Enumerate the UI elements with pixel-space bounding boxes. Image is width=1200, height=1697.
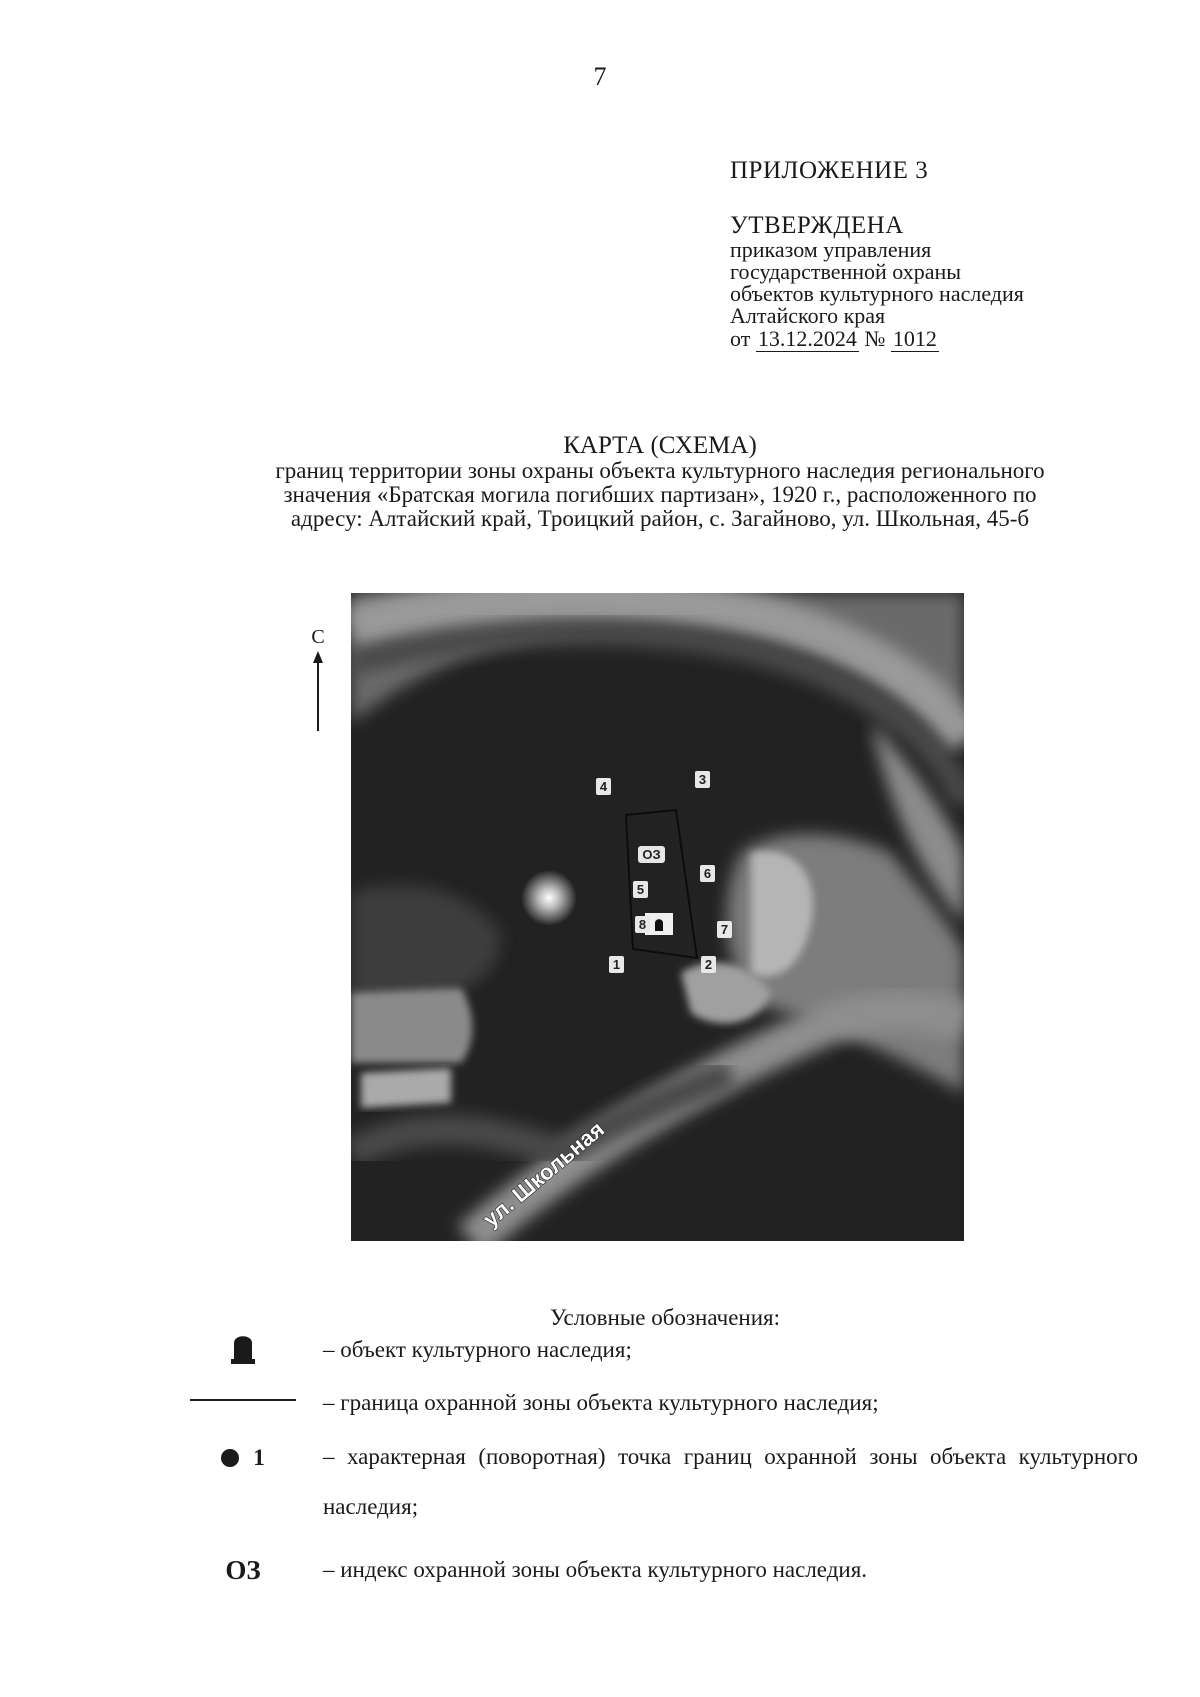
north-label: С [311,627,325,648]
monument-icon [655,919,663,931]
map-scheme [351,593,964,1241]
map-title: КАРТА (СХЕМА) [563,432,757,459]
order-prefix: от [730,326,751,351]
boundary-line-icon [188,1396,298,1404]
svg-text:ОЗ: ОЗ [642,847,661,862]
light-spot [521,870,577,926]
svg-text:5: 5 [636,882,645,897]
legend-title: Условные обозначения: [549,1305,781,1330]
point-label [635,916,650,933]
point-label [596,778,611,795]
approval-line: Алтайского края [730,303,886,328]
order-date: 13.12.2024 [757,326,857,351]
approval-line: приказом управления [730,237,932,262]
legend-item [188,1432,1138,1532]
map-area [361,1068,451,1108]
approved-label: УТВЕРЖДЕНА [730,212,904,239]
zone-index-label [638,846,665,863]
svg-text:4: 4 [599,779,608,794]
approval-block [730,158,1190,351]
legend-item [188,1378,1138,1428]
map-subtitle-line: значения «Братская могила погибших партизан», 1920 г., расположенного по [283,482,1037,507]
monument-icon [188,1331,298,1365]
svg-text:6: 6 [703,866,712,881]
order-line [730,327,1190,351]
map-title-block [180,433,1140,531]
point-label [633,881,648,898]
point-label [695,771,710,788]
legend-item [188,1545,1138,1595]
svg-text:2: 2 [704,957,713,972]
approval-line: объектов культурного наследия [730,281,1024,306]
order-number: 1012 [892,326,937,351]
svg-text:3: 3 [698,772,707,787]
point-symbol-label: 1 [253,1445,265,1470]
street-label: ул. Школьная [478,1116,609,1232]
svg-text:7: 7 [720,922,729,937]
point-label [700,865,715,882]
legend-text: – индекс охранной зоны объекта культурного наследия. [323,1557,868,1582]
svg-text:1: 1 [612,957,621,972]
legend-text: – граница охранной зоны объекта культурного наследия; [323,1390,879,1415]
legend-item [188,1325,1138,1375]
point-dot-icon [221,1449,239,1467]
zone-index-symbol: ОЗ [225,1555,261,1585]
approval-line: государственной охраны [730,259,962,284]
legend-text: – объект культурного наследия; [323,1337,632,1362]
point-label [609,956,624,973]
legend-text: – характерная (поворотная) точка границ охранной зоны объекта культурного наследия; [323,1444,1138,1519]
order-number-sign: № [864,326,886,351]
point-label [701,956,716,973]
map-image [351,593,964,1241]
map-subtitle-line: адресу: Алтайский край, Троицкий район, с. Загайново, ул. Школьная, 45-б [290,506,1030,531]
point-symbol [188,1445,298,1471]
appendix-title: ПРИЛОЖЕНИЕ 3 [730,157,929,184]
page-number: 7 [593,62,607,91]
map-subtitle-line: границ территории зоны охраны объекта культурного наследия регионального [275,458,1045,483]
point-label [717,921,732,938]
svg-text:8: 8 [638,917,647,932]
map-area [351,988,472,1063]
north-arrow [306,627,330,733]
